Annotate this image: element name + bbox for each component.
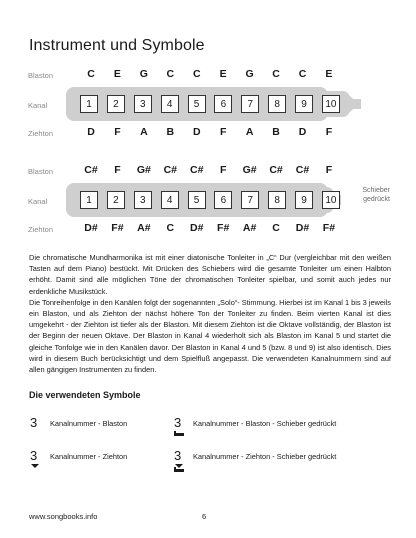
note: C bbox=[298, 68, 307, 80]
row-label-blaston: Blaston bbox=[28, 71, 54, 80]
note: G# bbox=[136, 164, 151, 176]
note: F# bbox=[111, 222, 124, 234]
channel-hole: 8 bbox=[268, 191, 286, 209]
note: E bbox=[219, 68, 227, 80]
note: C bbox=[272, 222, 280, 234]
channel-hole: 10 bbox=[322, 191, 340, 209]
channel-hole: 6 bbox=[214, 95, 232, 113]
note: B bbox=[272, 126, 280, 138]
note: C bbox=[166, 222, 175, 234]
note: A# bbox=[137, 222, 151, 234]
channel-holes-1 bbox=[80, 95, 340, 113]
draw-arrow-slide-icon bbox=[173, 463, 185, 472]
channel-hole: 3 bbox=[134, 95, 152, 113]
note: F bbox=[219, 164, 227, 176]
body-text bbox=[29, 252, 391, 375]
row-label-kanal: Kanal bbox=[28, 197, 48, 206]
row-label-blaston: Blaston bbox=[28, 167, 54, 176]
channel-hole: 4 bbox=[161, 191, 179, 209]
channel-hole: 10 bbox=[322, 95, 340, 113]
channel-hole: 5 bbox=[188, 95, 206, 113]
note: D# bbox=[84, 222, 98, 234]
note: A bbox=[140, 126, 148, 138]
slide-bar-icon bbox=[173, 431, 185, 437]
note: A bbox=[245, 126, 254, 138]
row-label-ziehton: Ziehton bbox=[28, 129, 54, 138]
ziehton-notes-row-1 bbox=[80, 126, 340, 138]
channel-digit: 3 bbox=[174, 448, 182, 463]
note: B bbox=[166, 126, 175, 138]
page-number: 6 bbox=[202, 512, 207, 521]
row-label-ziehton: Ziehton bbox=[28, 225, 54, 234]
note: C# bbox=[295, 164, 310, 176]
side-note-line: Schieber bbox=[362, 187, 390, 194]
channel-digit: 3 bbox=[174, 415, 182, 430]
channel-digit: 3 bbox=[30, 448, 38, 463]
symbol-ziehton-slide bbox=[174, 449, 181, 462]
note: F# bbox=[217, 222, 230, 234]
note: F bbox=[325, 164, 333, 176]
channel-hole: 7 bbox=[241, 95, 259, 113]
note: D bbox=[87, 126, 95, 138]
channel-hole: 3 bbox=[134, 191, 152, 209]
note: E bbox=[113, 68, 121, 80]
note: C# bbox=[84, 164, 98, 176]
channel-hole: 2 bbox=[107, 191, 125, 209]
channel-hole: 9 bbox=[295, 95, 313, 113]
blaston-notes-row-1 bbox=[80, 68, 340, 80]
paragraph: Die chromatische Mundharmonika ist mit einer diatonische Tonleiter in „C“ Dur (vergleichbar mit den weißen Tasten auf dem Piano) bestückt. Mit Drücken des Schiebers wird die gesamte Tonleiter um einen Halbton erhöht. Damit sind alle möglichen Töne der chromatischen Tonleiter spielbar, und somit auch jedes nur erdenkliche Musikstück. bbox=[29, 253, 391, 296]
footer-url: www.songbooks.info bbox=[29, 512, 98, 521]
note: C# bbox=[190, 164, 204, 176]
note: C bbox=[192, 68, 201, 80]
symbol-ziehton bbox=[30, 449, 37, 462]
channel-hole: 7 bbox=[241, 191, 259, 209]
symbol-label: Kanalnummer - Ziehton - Schieber gedrückt bbox=[193, 452, 337, 461]
side-note-line: gedrückt bbox=[363, 196, 390, 203]
symbol-blaston bbox=[30, 416, 37, 429]
draw-arrow-icon bbox=[30, 463, 40, 469]
symbol-label: Kanalnummer - Blaston bbox=[50, 419, 128, 428]
note: A# bbox=[242, 222, 257, 234]
channel-hole: 1 bbox=[80, 95, 98, 113]
note: C bbox=[272, 68, 280, 80]
symbol-blaston-slide bbox=[174, 416, 181, 429]
channel-hole: 9 bbox=[295, 191, 313, 209]
channel-hole: 2 bbox=[107, 95, 125, 113]
note: D# bbox=[190, 222, 204, 234]
page-title: Instrument und Symbole bbox=[29, 37, 205, 54]
note: G bbox=[245, 68, 254, 80]
channel-hole: 4 bbox=[161, 95, 179, 113]
note: G bbox=[139, 68, 148, 80]
note: F bbox=[219, 126, 227, 138]
note: E bbox=[325, 68, 333, 80]
channel-hole: 5 bbox=[188, 191, 206, 209]
note: F# bbox=[322, 222, 336, 234]
note: C# bbox=[163, 164, 178, 176]
channel-digit: 3 bbox=[30, 415, 38, 430]
symbols-section-title: Die verwendeten Symbole bbox=[29, 390, 141, 400]
note: D# bbox=[295, 222, 310, 234]
note: D bbox=[298, 126, 307, 138]
note: G# bbox=[242, 164, 257, 176]
note: C bbox=[166, 68, 175, 80]
symbol-label: Kanalnummer - Blaston - Schieber gedrückt bbox=[193, 419, 337, 428]
slide-pressed-note bbox=[346, 186, 390, 204]
note: C bbox=[87, 68, 95, 80]
note: D bbox=[192, 126, 201, 138]
note: F bbox=[114, 126, 121, 138]
ziehton-notes-row-2 bbox=[80, 222, 340, 234]
paragraph: Die Tonreihenfolge in den Kanälen folgt der sogenannten „Solo“- Stimmung. Hierbei ist im Kanal 1 bis 3 jeweils ein Blaston, und als Ziehton der nächst höhere Ton der Tonleiter zu finden. Beim vierten Kanal ist dies umgekehrt - der Ziehton ist tiefer als der Blaston. Mit diesem Ziehton ist die Oktave vollständig, der Blaston ist der Beginn der neuen Oktave. Der Blaston in Kanal 4 wiederholt sich als Blaston im Kanal 5 und startet die gleiche Tonfolge wie in den Kanälen davor. Der Blaston in Kanal 4 und 5 (bzw. 8 und 9) ist also identisch. Dies wird in diesem Buch berücksichtigt und dem Spielfluß angepasst. Die verwendeten Kanalnummern sind auf allen gängigen Instrumenten zu finden. bbox=[29, 297, 391, 375]
channel-holes-2 bbox=[80, 191, 340, 209]
channel-hole: 1 bbox=[80, 191, 98, 209]
channel-hole: 8 bbox=[268, 95, 286, 113]
note: F bbox=[325, 126, 333, 138]
note: C# bbox=[269, 164, 283, 176]
symbol-label: Kanalnummer - Ziehton bbox=[50, 452, 128, 461]
blaston-notes-row-2 bbox=[80, 164, 340, 176]
note: F bbox=[114, 164, 121, 176]
row-label-kanal: Kanal bbox=[28, 101, 48, 110]
channel-hole: 6 bbox=[214, 191, 232, 209]
